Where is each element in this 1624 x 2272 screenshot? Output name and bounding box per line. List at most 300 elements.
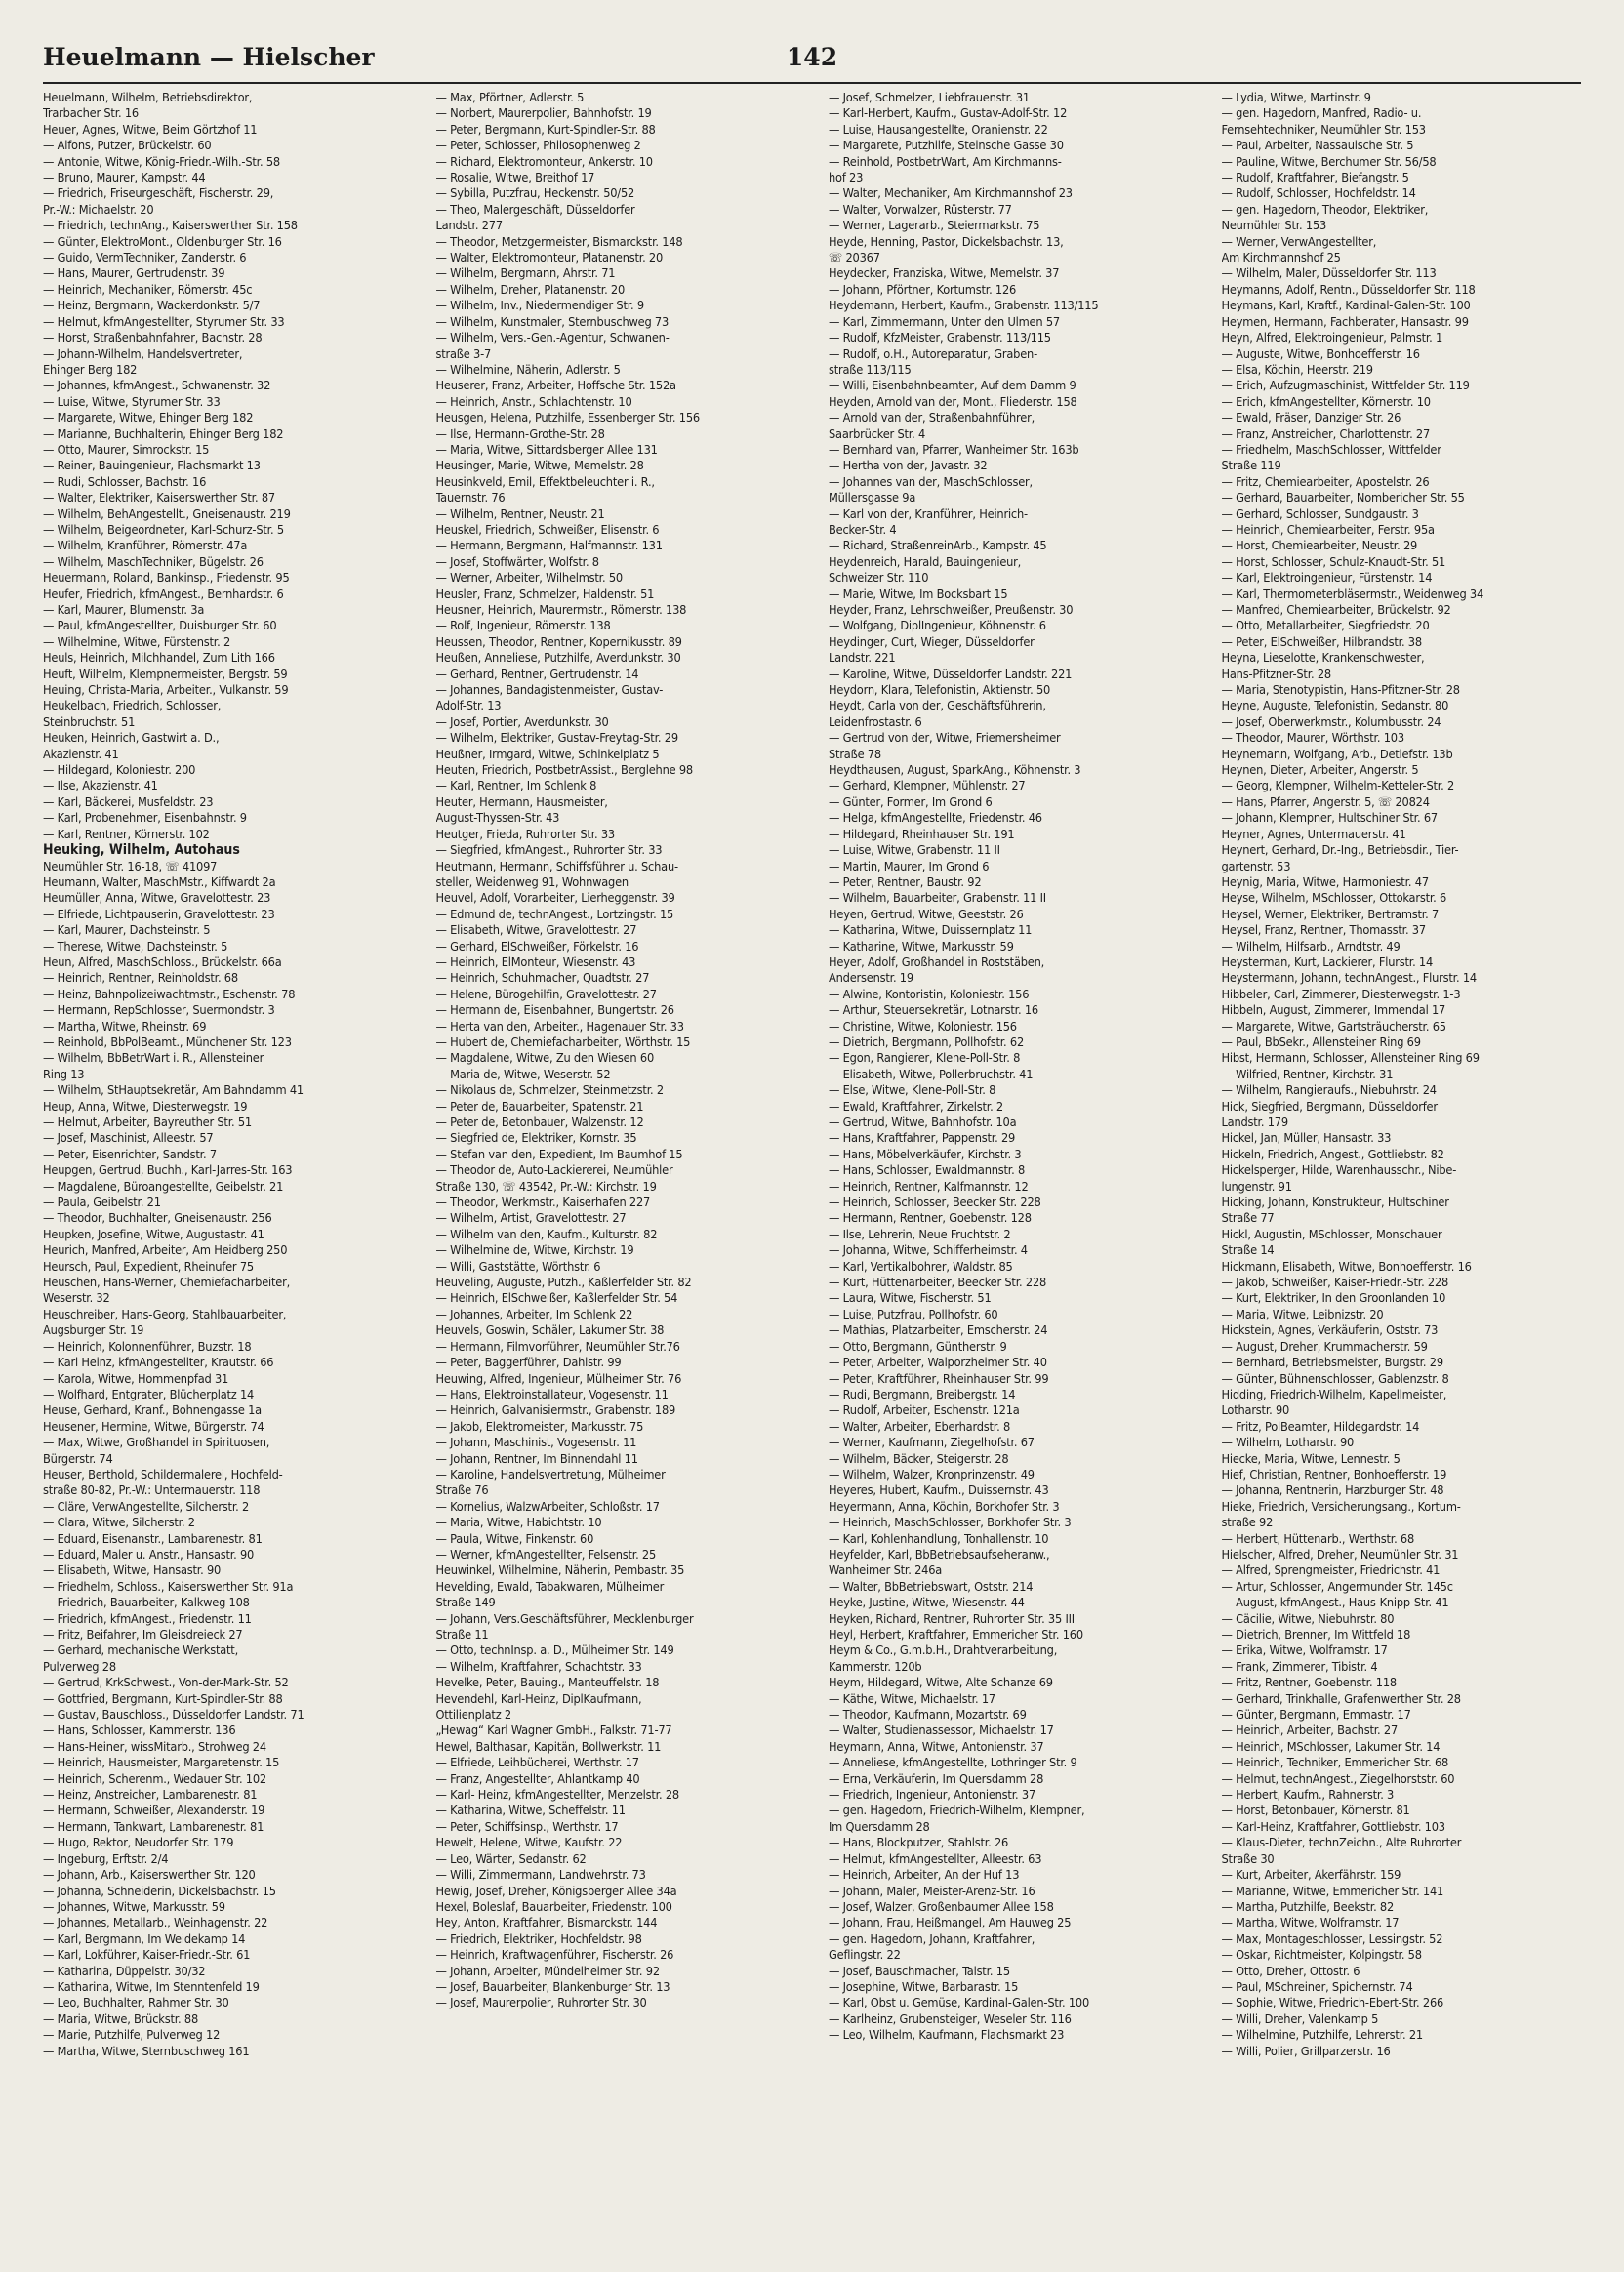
directory-entry: — Wilhelm, Bauarbeiter, Grabenstr. 11 II (829, 890, 1046, 906)
directory-entry: — Otto, Maurer, Simrockstr. 15 (43, 441, 210, 457)
directory-entry: Hick, Siegfried, Bergmann, Düsseldorfer (1221, 1098, 1438, 1114)
directory-entry: — Karola, Witwe, Hommenpfad 31 (43, 1370, 229, 1386)
directory-entry: — Rudolf, KfzMeister, Grabenstr. 113/115 (829, 330, 1051, 345)
directory-entry: — Nikolaus de, Schmelzer, Steinmetzstr. 2 (435, 1082, 664, 1098)
directory-entry: — Wolfgang, DiplIngenieur, Köhnenstr. 6 (829, 618, 1046, 633)
directory-entry: Heuer, Agnes, Witwe, Beim Görtzhof 11 (43, 121, 258, 137)
directory-entry: — Reiner, Bauingenieur, Flachsmarkt 13 (43, 458, 261, 473)
directory-entry: — Hermann, RepSchlosser, Suermondstr. 3 (43, 1002, 275, 1018)
directory-entry: — Hildegard, Koloniestr. 200 (43, 762, 196, 778)
directory-entry: Hickeln, Friedrich, Angest., Gottliebstr. 82 (1221, 1146, 1444, 1161)
directory-entry: Hibbeln, August, Zimmerer, Immendal 17 (1221, 1002, 1446, 1018)
directory-entry: — Willi, Dreher, Valenkamp 5 (1221, 2010, 1379, 2026)
directory-entry: — Theodor de, Auto-Lackiererei, Neumühler (435, 1162, 673, 1178)
directory-entry: Heuwing, Alfred, Ingenieur, Mülheimer Str. 76 (435, 1370, 682, 1386)
directory-entry: Heuser, Berthold, Schildermalerei, Hochfeld- (43, 1466, 283, 1481)
directory-entry: Heymann, Anna, Witwe, Antonienstr. 37 (829, 1738, 1044, 1754)
directory-entry: — Katharine, Witwe, Markusstr. 59 (829, 938, 1014, 953)
directory-entry: — Wilhelmine, Näherin, Adlerstr. 5 (435, 361, 621, 377)
directory-entry: Ring 13 (43, 1066, 85, 1081)
directory-entry: — Käthe, Witwe, Michaelstr. 17 (829, 1690, 995, 1706)
directory-entry: — Johann, Arb., Kaiserswerther Str. 120 (43, 1867, 256, 1883)
directory-entry: — Katharina, Witwe, Im Stenntenfeld 19 (43, 1978, 260, 1994)
running-title: Heuelmann — Hielscher (43, 43, 375, 71)
directory-entry: — Cläre, VerwAngestellte, Silcherstr. 2 (43, 1498, 250, 1514)
directory-entry: Heyen, Gertrud, Witwe, Geeststr. 26 (829, 906, 1024, 921)
directory-entry: Saarbrücker Str. 4 (829, 426, 926, 441)
directory-entry: — Wilfried, Rentner, Kirchstr. 31 (1221, 1066, 1394, 1081)
directory-entry: — Peter, Schiffsinsp., Werthstr. 17 (435, 1818, 619, 1834)
directory-entry: — Frank, Zimmerer, Tibistr. 4 (1221, 1658, 1378, 1674)
directory-entry: — Egon, Rangierer, Klene-Poll-Str. 8 (829, 1050, 1021, 1066)
directory-entry: — Gerhard, Rentner, Gertrudenstr. 14 (435, 666, 639, 681)
directory-entry: — Marie, Witwe, Im Bocksbart 15 (829, 586, 1008, 601)
directory-entry: Heym & Co., G.m.b.H., Drahtverarbeitung, (829, 1643, 1058, 1658)
directory-entry: — Magdalene, Büroangestellte, Geibelstr. 21 (43, 1178, 284, 1194)
directory-entry: Neumühler Str. 153 (1221, 218, 1327, 233)
directory-entry: Straße 76 (435, 1482, 489, 1498)
directory-entry: — Theo, Malergeschäft, Düsseldorfer (435, 201, 635, 217)
directory-entry: — Karl, Kohlenhandlung, Tonhallenstr. 10 (829, 1530, 1049, 1546)
directory-entry: — Antonie, Witwe, König-Friedr.-Wilh.-Str. 58 (43, 153, 280, 169)
directory-entry: — Johann, Klempner, Hultschiner Str. 67 (1221, 810, 1438, 826)
directory-entry: — Karl, Elektroingenieur, Fürstenstr. 14 (1221, 570, 1433, 586)
directory-entry: — Rudolf, o.H., Autoreparatur, Graben- (829, 345, 1037, 361)
directory-entry: Heussen, Theodor, Rentner, Kopernikusstr. 89 (435, 633, 682, 649)
page-number: 142 (786, 43, 838, 71)
directory-entry: — Friedrich, Ingenieur, Antonienstr. 37 (829, 1787, 1035, 1803)
page-header (43, 43, 1581, 84)
directory-entry: — Siegfried de, Elektriker, Kornstr. 35 (435, 1130, 637, 1146)
directory-entry: — Elfriede, Lichtpauserin, Gravelottestr. 23 (43, 906, 275, 921)
directory-entry: — Katharina, Witwe, Scheffelstr. 11 (435, 1803, 626, 1818)
directory-entry: Straße 119 (1221, 458, 1281, 473)
directory-entry: — Artur, Schlosser, Angermunder Str. 145c (1221, 1578, 1453, 1594)
directory-entry: — Manfred, Chemiearbeiter, Brückelstr. 92 (1221, 602, 1451, 617)
directory-entry: — gen. Hagedorn, Johann, Kraftfahrer, (829, 1930, 1035, 1946)
directory-entry: — Arthur, Steuersekretär, Lotnarstr. 16 (829, 1002, 1038, 1018)
directory-entry: — Karl, Obst u. Gemüse, Kardinal-Galen-Str. 100 (829, 1995, 1090, 2010)
directory-entry: — Martin, Maurer, Im Grond 6 (829, 858, 990, 873)
directory-entry: — Karoline, Handelsvertretung, Mülheimer (435, 1466, 666, 1481)
directory-entry: — Wilhelm, Rangieraufs., Niebuhrstr. 24 (1221, 1082, 1437, 1098)
directory-entry: — Marianne, Buchhalterin, Ehinger Berg 182 (43, 426, 284, 441)
directory-entry: Im Quersdamm 28 (829, 1818, 930, 1834)
directory-entry: — Johann, Frau, Heißmangel, Am Hauweg 25 (829, 1915, 1072, 1930)
directory-entry: — Hans-Heiner, wissMitarb., Strohweg 24 (43, 1738, 266, 1754)
directory-entry: — Heinrich, Kolonnenführer, Buzstr. 18 (43, 1338, 252, 1354)
directory-entry: Heymans, Karl, Kraftf., Kardinal-Galen-Str. 100 (1221, 298, 1471, 313)
directory-entry: Heysel, Franz, Rentner, Thomasstr. 37 (1221, 922, 1426, 938)
directory-entry: — Alfred, Sprengmeister, Friedrichstr. 41 (1221, 1562, 1441, 1578)
directory-entry: Hey, Anton, Kraftfahrer, Bismarckstr. 144 (435, 1915, 658, 1930)
directory-entry: — Ingeburg, Erftstr. 2/4 (43, 1850, 169, 1866)
directory-entry: — Wilhelm, BbBetrWart i. R., Allensteiner (43, 1050, 264, 1066)
directory-entry: Heyner, Agnes, Untermauerstr. 41 (1221, 826, 1406, 841)
directory-entry: — Alfons, Putzer, Brückelstr. 60 (43, 138, 212, 153)
directory-entry: — Friedrich, technAng., Kaiserswerther Str. 158 (43, 218, 298, 233)
directory-entry: — Walter, Vorwalzer, Rüsterstr. 77 (829, 201, 1012, 217)
directory-entry: — Jakob, Elektromeister, Markusstr. 75 (435, 1418, 644, 1434)
directory-entry: — Peter, Arbeiter, Walporzheimer Str. 40 (829, 1355, 1047, 1370)
directory-entry: — Hans, Kraftfahrer, Pappenstr. 29 (829, 1130, 1016, 1146)
directory-entry: Heystermann, Johann, technAngest., Flurstr. 14 (1221, 970, 1477, 986)
directory-entry: — Hermann, Filmvorführer, Neumühler Str.76 (435, 1338, 680, 1354)
directory-entry: Neumühler Str. 16-18, ☏ 41097 (43, 858, 218, 873)
directory-entry: — Günter, Former, Im Grond 6 (829, 793, 993, 809)
directory-entry: Heuter, Hermann, Hausmeister, (435, 793, 608, 809)
directory-entry: — Willi, Gaststätte, Wörthstr. 6 (435, 1258, 601, 1274)
directory-entry: — Heinz, Anstreicher, Lambarenestr. 81 (43, 1787, 258, 1803)
directory-entry: — Ilse, Lehrerin, Neue Fruchtstr. 2 (829, 1226, 1011, 1241)
directory-entry: — Johannes, Arbeiter, Im Schlenk 22 (435, 1306, 633, 1321)
directory-entry: Heusinger, Marie, Witwe, Memelstr. 28 (435, 458, 644, 473)
directory-entry: Hans-Pfitzner-Str. 28 (1221, 666, 1331, 681)
directory-entry: — Peter, Baggerführer, Dahlstr. 99 (435, 1355, 622, 1370)
directory-entry: Hickstein, Agnes, Verkäuferin, Oststr. 73 (1221, 1322, 1439, 1338)
directory-entry: — Gerhard, ElSchweißer, Förkelstr. 16 (435, 938, 639, 953)
directory-entry: Heuermann, Roland, Bankinsp., Friedenstr. 95 (43, 570, 290, 586)
directory-entry: — Maria, Witwe, Brückstr. 88 (43, 2010, 199, 2026)
directory-entry: — Edmund de, technAngest., Lortzingstr. 15 (435, 906, 674, 921)
directory-entry: — Johannes van der, MaschSchlosser, (829, 473, 1033, 489)
directory-entry: — Paula, Geibelstr. 21 (43, 1195, 161, 1210)
directory-entry: Hielscher, Alfred, Dreher, Neumühler Str. 31 (1221, 1546, 1459, 1562)
directory-entry: — Arnold van der, Straßenbahnführer, (829, 410, 1035, 426)
directory-entry: Straße 30 (1221, 1850, 1275, 1866)
directory-entry: — Wilhelm, Kraftfahrer, Schachtstr. 33 (435, 1658, 642, 1674)
directory-entry: Straße 78 (829, 746, 881, 761)
directory-entry: — Walter, Mechaniker, Am Kirchmannshof 23 (829, 185, 1073, 201)
directory-entry: straße 92 (1221, 1515, 1274, 1530)
directory-entry: Hibst, Hermann, Schlosser, Allensteiner Ring 69 (1221, 1050, 1480, 1066)
directory-entry: — Johannes, kfmAngest., Schwanenstr. 32 (43, 378, 271, 393)
directory-entry: — Christine, Witwe, Koloniestr. 156 (829, 1018, 1017, 1034)
directory-entry: Heußen, Anneliese, Putzhilfe, Averdunkstr. 30 (435, 650, 681, 666)
directory-entry: Heydt, Carla von der, Geschäftsführerin, (829, 698, 1046, 713)
directory-entry: — Günter, ElektroMont., Oldenburger Str. 16 (43, 233, 282, 249)
directory-entry: — Rudi, Bergmann, Breibergstr. 14 (829, 1386, 1016, 1401)
directory-entry: — Peter de, Betonbauer, Walzenstr. 12 (435, 1115, 644, 1129)
directory-entry: Heupken, Josefine, Witwe, Augustastr. 41 (43, 1226, 264, 1241)
directory-entry: — Heinrich, Kraftwagenführer, Fischerstr. 26 (435, 1947, 674, 1963)
directory-entry: Hickel, Jan, Müller, Hansastr. 33 (1221, 1130, 1392, 1146)
directory-entry: — Wilhelm, Kranführer, Römerstr. 47a (43, 538, 248, 553)
directory-entry: Heuing, Christa-Maria, Arbeiter., Vulkanstr. 59 (43, 682, 289, 698)
directory-entry: Ottilienplatz 2 (435, 1707, 511, 1723)
directory-entry: — Johann-Wilhelm, Handelsvertreter, (43, 345, 243, 361)
directory-entry: — Elisabeth, Witwe, Hansastr. 90 (43, 1562, 222, 1578)
directory-entry: Straße 130, ☏ 43542, Pr.-W.: Kirchstr. 19 (435, 1178, 657, 1194)
directory-entry: — Rudi, Schlosser, Bachstr. 16 (43, 473, 207, 489)
directory-entry: Heyermann, Anna, Köchin, Borkhofer Str. 3 (829, 1498, 1060, 1514)
directory-entry: — Karl, Rentner, Körnerstr. 102 (43, 826, 210, 841)
directory-entry: — Richard, StraßenreinArb., Kampstr. 45 (829, 538, 1047, 553)
directory-entry: — Wilhelm, Inv., Niedermendiger Str. 9 (435, 298, 644, 313)
directory-entry: — Karl von der, Kranführer, Heinrich- (829, 506, 1028, 521)
directory-entry: — Josef, Portier, Averdunkstr. 30 (435, 713, 609, 729)
directory-entry: Heynen, Dieter, Arbeiter, Angerstr. 5 (1221, 762, 1419, 778)
directory-entry: Heuken, Heinrich, Gastwirt a. D., (43, 730, 220, 746)
directory-entry: — Willi, Eisenbahnbeamter, Auf dem Damm 9 (829, 378, 1076, 393)
directory-entry: — Theodor, Metzgermeister, Bismarckstr. 148 (435, 233, 683, 249)
directory-entry: Landstr. 277 (435, 218, 503, 233)
directory-entry: — Wilhelm, Beigeordneter, Karl-Schurz-Str. 5 (43, 521, 284, 537)
directory-entry: Heurich, Manfred, Arbeiter, Am Heidberg 250 (43, 1242, 288, 1258)
directory-entry: — Wilhelm, Maler, Düsseldorfer Str. 113 (1221, 265, 1437, 281)
directory-entry: — Paul, MSchreiner, Spichernstr. 74 (1221, 1978, 1413, 1994)
directory-entry: — Hermann, Rentner, Goebenstr. 128 (829, 1210, 1032, 1226)
directory-entry: — Walter, Arbeiter, Eberhardstr. 8 (829, 1418, 1011, 1434)
directory-entry: — Luise, Putzfrau, Pollhofstr. 60 (829, 1306, 998, 1321)
directory-entry: — Wilhelm, Walzer, Kronprinzenstr. 49 (829, 1466, 1035, 1481)
directory-entry: Heysel, Werner, Elektriker, Bertramstr. 7 (1221, 906, 1440, 921)
directory-entry: — Hertha von der, Javastr. 32 (829, 458, 988, 473)
directory-entry: — Friedhelm, Schloss., Kaiserswerther Str. 91a (43, 1578, 294, 1594)
directory-entry: Heuschreiber, Hans-Georg, Stahlbauarbeiter, (43, 1306, 287, 1321)
directory-entry: — Günter, Bergmann, Emmastr. 17 (1221, 1707, 1411, 1723)
directory-entry: — Luise, Witwe, Styrumer Str. 33 (43, 393, 221, 409)
directory-entry: — Franz, Anstreicher, Charlottenstr. 27 (1221, 426, 1431, 441)
directory-entry: Heydorn, Klara, Telefonistin, Aktienstr. 50 (829, 682, 1051, 698)
directory-entry: — Peter, ElSchweißer, Hilbrandstr. 38 (1221, 633, 1422, 649)
directory-entry: Hiecke, Maria, Witwe, Lennestr. 5 (1221, 1450, 1401, 1466)
directory-entry: — Friedrich, Bauarbeiter, Kalkweg 108 (43, 1595, 250, 1610)
directory-entry: Hibbeler, Carl, Zimmerer, Diesterwegstr. 1-3 (1221, 986, 1461, 1001)
directory-entry: — Wilhelm, Elektriker, Gustav-Freytag-Str. 29 (435, 730, 678, 746)
directory-entry: Heup, Anna, Witwe, Diesterwegstr. 19 (43, 1098, 248, 1114)
directory-entry: gartenstr. 53 (1221, 858, 1291, 873)
directory-entry: — Elisabeth, Witwe, Pollerbruchstr. 41 (829, 1066, 1034, 1081)
directory-entry: — Karl, Rentner, Im Schlenk 8 (435, 778, 597, 793)
directory-entry: — Rudolf, Arbeiter, Eschenstr. 121a (829, 1402, 1020, 1418)
directory-entry: — Wolfhard, Entgrater, Blücherplatz 14 (43, 1386, 255, 1401)
directory-entry: — Bernhard van, Pfarrer, Wanheimer Str. 163b (829, 441, 1079, 457)
directory-entry: — Heinrich, ElSchweißer, Kaßlerfelder Str. 54 (435, 1290, 678, 1306)
directory-entry: — Margarete, Witwe, Ehinger Berg 182 (43, 410, 254, 426)
directory-entry: — Elisabeth, Witwe, Gravelottestr. 27 (435, 922, 637, 938)
directory-entry: — Kurt, Elektriker, In den Groonlanden 10 (1221, 1290, 1446, 1306)
directory-entry: Heydenreich, Harald, Bauingenieur, (829, 553, 1022, 569)
directory-entry: — Karl, Zimmermann, Unter den Ulmen 57 (829, 313, 1060, 329)
directory-entry: Becker-Str. 4 (829, 521, 897, 537)
directory-entry: Heuserer, Franz, Arbeiter, Hoffsche Str. 152a (435, 378, 676, 393)
directory-entry: Heyden, Arnold van der, Mont., Fliederstr. 158 (829, 393, 1077, 409)
directory-entry: — Hildegard, Rheinhauser Str. 191 (829, 826, 1015, 841)
directory-entry: — Friedrich, Elektriker, Hochfeldstr. 98 (435, 1930, 642, 1946)
directory-entry: — Walter, Elektromonteur, Platanenstr. 20 (435, 250, 664, 265)
directory-entry: — Hans, Maurer, Gertrudenstr. 39 (43, 265, 225, 281)
directory-entry: Heyke, Justine, Witwe, Wiesenstr. 44 (829, 1595, 1025, 1610)
directory-entry: Heynemann, Wolfgang, Arb., Detlefstr. 13b (1221, 746, 1453, 761)
directory-entry: — Rolf, Ingenieur, Römerstr. 138 (435, 618, 611, 633)
directory-entry: — Friedhelm, MaschSchlosser, Wittfelder (1221, 441, 1441, 457)
directory-entry: — Erika, Witwe, Wolframstr. 17 (1221, 1643, 1388, 1658)
directory-entry: Hieke, Friedrich, Versicherungsang., Kortum- (1221, 1498, 1461, 1514)
directory-entry: Müllersgasse 9a (829, 490, 916, 506)
directory-entry: — Johannes, Metallarb., Weinhagenstr. 22 (43, 1915, 268, 1930)
directory-entry: Heydthausen, August, SparkAng., Köhnenstr. 3 (829, 762, 1081, 778)
directory-entry: — Karl-Heinz, Kraftfahrer, Gottliebstr. 103 (1221, 1818, 1445, 1834)
directory-entry: — Kurt, Hüttenarbeiter, Beecker Str. 228 (829, 1275, 1047, 1290)
directory-entry: — Leo, Wärter, Sedanstr. 62 (435, 1850, 587, 1866)
directory-entry: — Ewald, Fräser, Danziger Str. 26 (1221, 410, 1401, 426)
directory-entry: — Max, Montageschlosser, Lessingstr. 52 (1221, 1930, 1443, 1946)
directory-entry: — Helmut, Arbeiter, Bayreuther Str. 51 (43, 1115, 252, 1129)
directory-entry: — Helmut, kfmAngestellter, Styrumer Str. 33 (43, 313, 285, 329)
directory-entry: — Heinrich, Hausmeister, Margaretenstr. 15 (43, 1755, 280, 1770)
directory-entry: Straße 14 (1221, 1242, 1275, 1258)
directory-entry: — Helene, Bürogehilfin, Gravelottestr. 27 (435, 986, 657, 1001)
directory-entry: — Peter, Rentner, Baustr. 92 (829, 873, 982, 889)
directory-entry: — Paula, Witwe, Finkenstr. 60 (435, 1530, 594, 1546)
directory-entry: — Peter de, Bauarbeiter, Spatenstr. 21 (435, 1098, 644, 1114)
directory-entry: Heukelbach, Friedrich, Schlosser, (43, 698, 222, 713)
directory-entry: — Paul, kfmAngestellter, Duisburger Str. 60 (43, 618, 277, 633)
directory-entry: Heuwinkel, Wilhelmine, Näherin, Pembastr. 35 (435, 1562, 685, 1578)
directory-entry: — Karl, Maurer, Blumenstr. 3a (43, 602, 205, 617)
directory-entry: — Eduard, Maler u. Anstr., Hansastr. 90 (43, 1546, 255, 1562)
directory-entry: — Johann, Maler, Meister-Arenz-Str. 16 (829, 1883, 1035, 1898)
column-2 (436, 90, 800, 2243)
directory-entry: — Karl-Herbert, Kaufm., Gustav-Adolf-Str. 12 (829, 105, 1068, 121)
directory-entry: Hewel, Balthasar, Kapitän, Bollwerkstr. 11 (435, 1738, 662, 1754)
directory-entry: — Katharina, Witwe, Duissernplatz 11 (829, 922, 1033, 938)
directory-entry: — Peter, Eisenrichter, Sandstr. 7 (43, 1146, 217, 1161)
directory-entry: Heynert, Gerhard, Dr.-Ing., Betriebsdir., Tier- (1221, 842, 1459, 858)
directory-entry: — Marianne, Witwe, Emmericher Str. 141 (1221, 1883, 1444, 1898)
directory-entry: — Josef, Stoffwärter, Wolfstr. 8 (435, 553, 599, 569)
directory-entry: Heuschen, Hans-Werner, Chemiefacharbeiter, (43, 1275, 291, 1290)
directory-entry: — Karl, Vertikalbohrer, Waldstr. 85 (829, 1258, 1013, 1274)
directory-entry: — Georg, Klempner, Wilhelm-Ketteler-Str. 2 (1221, 778, 1455, 793)
directory-entry: — Otto, Dreher, Ottostr. 6 (1221, 1963, 1360, 1978)
directory-entry: — Heinrich, Rentner, Reinholdstr. 68 (43, 970, 238, 986)
directory-entry: — Hermann, Bergmann, Halfmannstr. 131 (435, 538, 663, 553)
directory-entry: Heynig, Maria, Witwe, Harmoniestr. 47 (1221, 873, 1429, 889)
directory-entry: — Hans, Pfarrer, Angerstr. 5, ☏ 20824 (1221, 793, 1430, 809)
directory-entry: — Norbert, Maurerpolier, Bahnhofstr. 19 (435, 105, 652, 121)
directory-entry: Hickl, Augustin, MSchlosser, Monschauer (1221, 1226, 1442, 1241)
directory-entry: — Martha, Witwe, Wolframstr. 17 (1221, 1915, 1400, 1930)
directory-entry: — Karl Heinz, kfmAngestellter, Krautstr. 66 (43, 1355, 274, 1370)
directory-entry: — Günter, Bühnenschlosser, Gablenzstr. 8 (1221, 1370, 1449, 1386)
directory-entry: — Heinrich, MSchlosser, Lakumer Str. 14 (1221, 1738, 1441, 1754)
directory-entry: — Wilhelmine, Witwe, Fürstenstr. 2 (43, 633, 231, 649)
directory-entry: — Gottfried, Bergmann, Kurt-Spindler-Str. 88 (43, 1690, 283, 1706)
directory-entry: — Heinrich, Arbeiter, An der Huf 13 (829, 1867, 1020, 1883)
directory-entry: Heuten, Friedrich, PostbetrAssist., Berglehne 98 (435, 762, 693, 778)
directory-entry: — Karoline, Witwe, Düsseldorfer Landstr. 221 (829, 666, 1073, 681)
directory-entry: — Maria, Witwe, Sittardsberger Allee 131 (435, 441, 658, 457)
directory-entry: „Hewag“ Karl Wagner GmbH., Falkstr. 71-77 (435, 1723, 672, 1738)
directory-entry: Hexel, Boleslaf, Bauarbeiter, Friedenstr. 100 (435, 1898, 672, 1914)
directory-entry: — Gerhard, Trinkhalle, Grafenwerther Str. 28 (1221, 1690, 1461, 1706)
directory-entry: Am Kirchmannshof 25 (1221, 250, 1341, 265)
directory-entry: — Wilhelm, Artist, Gravelottestr. 27 (435, 1210, 627, 1226)
directory-entry: — Cäcilie, Witwe, Niebuhrstr. 80 (1221, 1610, 1395, 1626)
directory-entry: — Katharina, Düppelstr. 30/32 (43, 1963, 206, 1978)
directory-entry: — Peter, Schlosser, Philosophenweg 2 (435, 138, 641, 153)
directory-entry: — Else, Witwe, Klene-Poll-Str. 8 (829, 1082, 996, 1098)
directory-entry: Heuking, Wilhelm, Autohaus (43, 842, 240, 859)
directory-entry: Heyse, Wilhelm, MSchlosser, Ottokarstr. 6 (1221, 890, 1447, 906)
directory-entry: — Reinhold, PostbetrWart, Am Kirchmanns- (829, 153, 1062, 169)
directory-entry: Trarbacher Str. 16 (43, 105, 139, 121)
directory-entry: Pr.-W.: Michaelstr. 20 (43, 201, 154, 217)
directory-entry: — Martha, Witwe, Sternbuschweg 161 (43, 2043, 250, 2058)
directory-entry: — Gustav, Bauschloss., Düsseldorfer Landstr. 71 (43, 1707, 304, 1723)
directory-entry: — Hans, Blockputzer, Stahlstr. 26 (829, 1835, 1009, 1850)
directory-entry: Hevelke, Peter, Bauing., Manteuffelstr. 18 (435, 1675, 660, 1690)
directory-entry: — Hans, Elektroinstallateur, Vogesenstr. 11 (435, 1386, 669, 1401)
directory-entry: — Therese, Witwe, Dachsteinstr. 5 (43, 938, 228, 953)
directory-entry: Hevelding, Ewald, Tabakwaren, Mülheimer (435, 1578, 665, 1594)
directory-entry: — Rudolf, Kraftfahrer, Biefangstr. 5 (1221, 170, 1409, 185)
directory-entry: — Theodor, Kaufmann, Mozartstr. 69 (829, 1707, 1027, 1723)
directory-entry: — Johann, Rentner, Im Binnendahl 11 (435, 1450, 638, 1466)
directory-entry: — Rosalie, Witwe, Breithof 17 (435, 170, 595, 185)
directory-entry: — Wilhelm, Dreher, Platanenstr. 20 (435, 281, 626, 297)
directory-entry: — Werner, kfmAngestellter, Felsenstr. 25 (435, 1546, 657, 1562)
directory-entry: — Johann, Arbeiter, Mündelheimer Str. 92 (435, 1963, 660, 1978)
column-3 (829, 90, 1193, 2243)
directory-entry: Hicking, Johann, Konstrukteur, Hultschiner (1221, 1195, 1449, 1210)
directory-entry: — Friedrich, kfmAngest., Friedenstr. 11 (43, 1610, 252, 1626)
directory-entry: — Magdalene, Witwe, Zu den Wiesen 60 (435, 1050, 655, 1066)
directory-entry: — Peter, Kraftführer, Rheinhauser Str. 99 (829, 1370, 1049, 1386)
directory-entry: — Werner, Arbeiter, Wilhelmstr. 50 (435, 570, 623, 586)
directory-entry: — Johann, Pförtner, Kortumstr. 126 (829, 281, 1017, 297)
directory-entry: — Gertrud, Witwe, Bahnhofstr. 10a (829, 1115, 1017, 1129)
directory-entry: Straße 77 (1221, 1210, 1275, 1226)
directory-entry: — Karl, Bergmann, Im Weidekamp 14 (43, 1930, 246, 1946)
directory-entry: Bürgerstr. 74 (43, 1450, 113, 1466)
directory-entry: Heyna, Lieselotte, Krankenschwester, (1221, 650, 1425, 666)
directory-entry: — Alwine, Kontoristin, Koloniestr. 156 (829, 986, 1030, 1001)
directory-entry: Hewig, Josef, Dreher, Königsberger Allee 34a (435, 1883, 677, 1898)
directory-entry: Lotharstr. 90 (1221, 1402, 1290, 1418)
directory-entry: — Horst, Straßenbahnfahrer, Bachstr. 28 (43, 330, 263, 345)
directory-entry: — Josef, Schmelzer, Liebfrauenstr. 31 (829, 90, 1030, 104)
directory-entry: — Walter, BbBetriebswart, Oststr. 214 (829, 1578, 1034, 1594)
directory-entry: Leidenfrostastr. 6 (829, 713, 922, 729)
directory-entry: Heyken, Richard, Rentner, Ruhrorter Str. 35 III (829, 1610, 1075, 1626)
directory-entry: Heymen, Hermann, Fachberater, Hansastr. 99 (1221, 313, 1469, 329)
directory-entry: — Karl, Probenehmer, Eisenbahnstr. 9 (43, 810, 247, 826)
directory-entry: — Otto, Bergmann, Güntherstr. 9 (829, 1338, 1007, 1354)
directory-entry: — Erich, Aufzugmaschinist, Wittfelder Str. 119 (1221, 378, 1470, 393)
directory-entry: — Heinz, Bahnpolizeiwachtmstr., Eschenstr. 78 (43, 986, 296, 1001)
directory-entry: — Dietrich, Bergmann, Pollhofstr. 62 (829, 1034, 1025, 1049)
directory-entry: Heuveling, Auguste, Putzh., Kaßlerfelder Str. 82 (435, 1275, 692, 1290)
directory-entry: — Bruno, Maurer, Kampstr. 44 (43, 170, 206, 185)
directory-entry: — Sophie, Witwe, Friedrich-Ebert-Str. 266 (1221, 1995, 1444, 2010)
directory-entry: — Leo, Buchhalter, Rahmer Str. 30 (43, 1995, 229, 2010)
directory-entry: — Heinrich, ElMonteur, Wiesenstr. 43 (435, 953, 636, 969)
directory-entry: Heuskel, Friedrich, Schweißer, Elisenstr. 6 (435, 521, 660, 537)
directory-entry: — Wilhelmine de, Witwe, Kirchstr. 19 (435, 1242, 634, 1258)
directory-entry: Weserstr. 32 (43, 1290, 110, 1306)
directory-columns (43, 90, 1585, 2243)
directory-entry: — Max, Witwe, Großhandel in Spirituosen, (43, 1435, 270, 1450)
directory-entry: Heusinkveld, Emil, Effektbeleuchter i. R., (435, 473, 655, 489)
directory-entry: — Hubert de, Chemiefacharbeiter, Wörthstr. 15 (435, 1034, 691, 1049)
directory-entry: Heuvels, Goswin, Schäler, Lakumer Str. 38 (435, 1322, 665, 1338)
directory-entry: — Elfriede, Leihbücherei, Werthstr. 17 (435, 1755, 639, 1770)
directory-entry: — Josephine, Witwe, Barbarastr. 15 (829, 1978, 1019, 1994)
directory-entry: — Erich, kfmAngestellter, Körnerstr. 10 (1221, 393, 1431, 409)
